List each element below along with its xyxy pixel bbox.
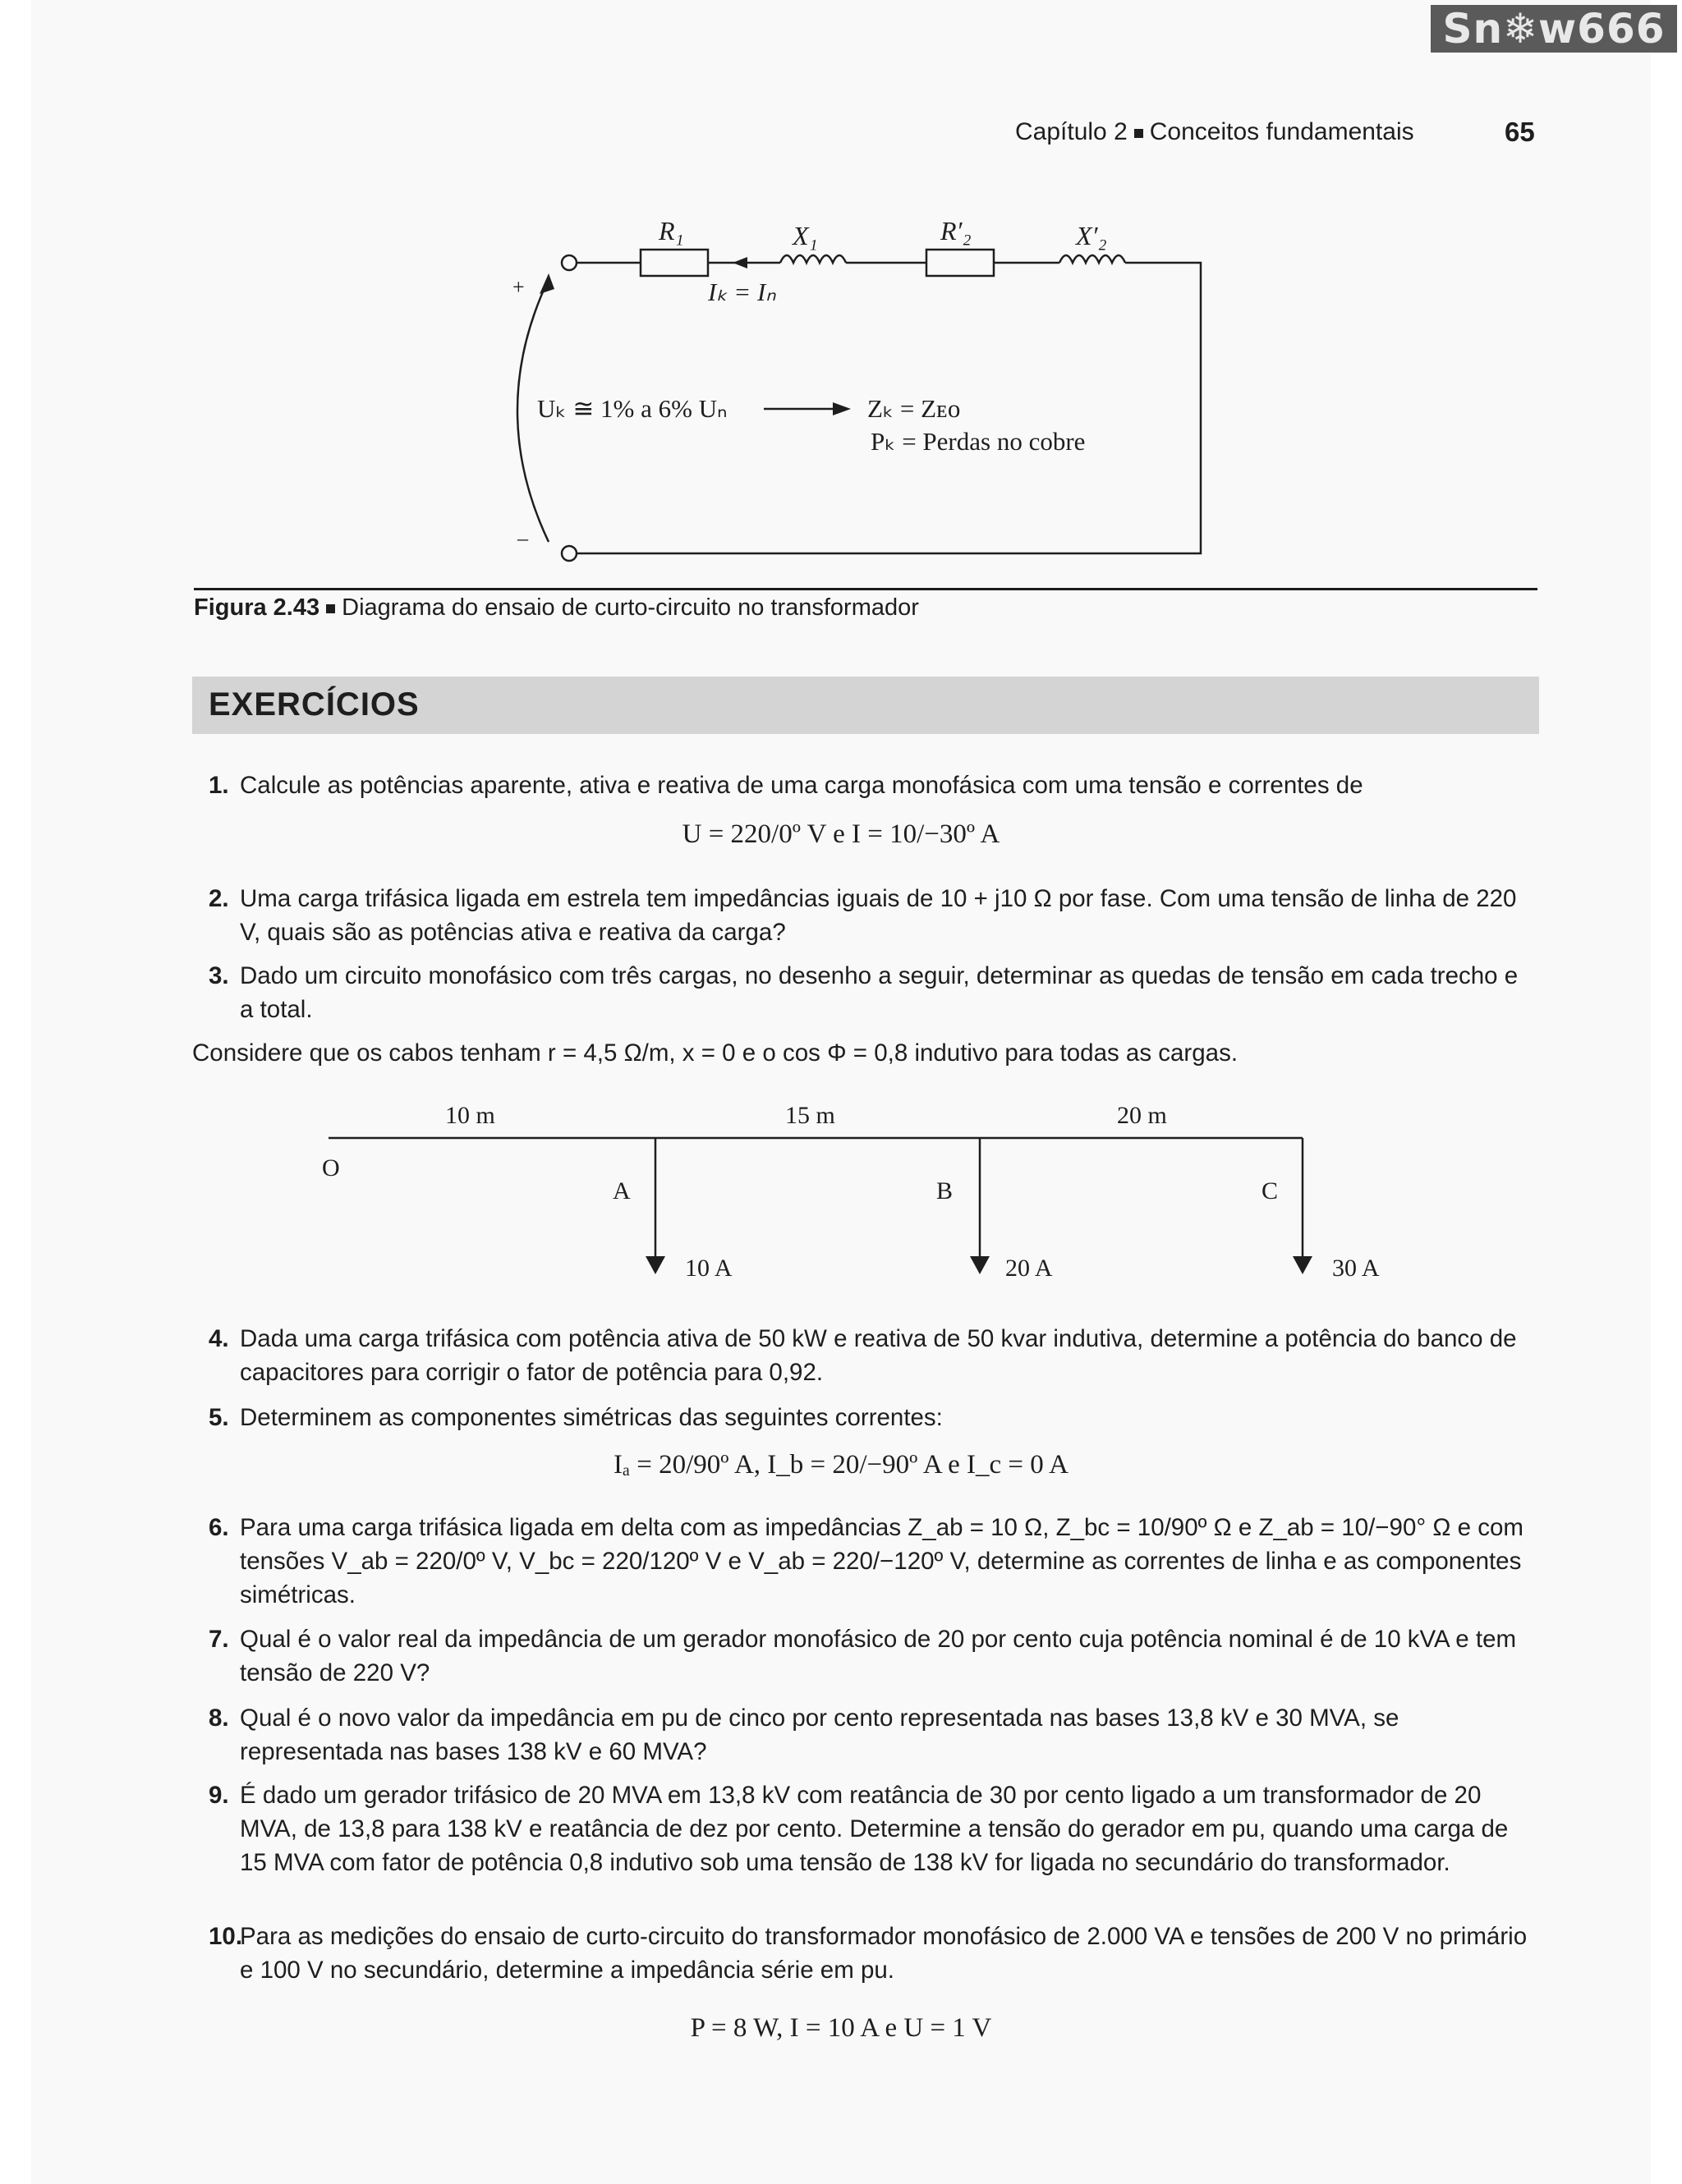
exercise-text: Qual é o valor real da impedância de um gerador monofásico de 20 por cento cuja potência nominal é de 10 kVA e tem tensão de 220 V? — [240, 1626, 1517, 1686]
exercise-3 — [209, 959, 1537, 1026]
load-arrow-c-icon — [1293, 1256, 1312, 1274]
exercise-number: 4. — [209, 1325, 229, 1352]
exercise-5 — [209, 1401, 1537, 1434]
exercise-6 — [209, 1511, 1537, 1612]
equation-q5: Iₐ = 20/90º A, I_b = 20/−90º A e I_c = 0 A — [614, 1450, 1068, 1480]
load-arrow-a-icon — [646, 1256, 665, 1274]
figure-caption-text: Diagrama do ensaio de curto-circuito no transformador — [342, 594, 919, 621]
exercise-number: 1. — [209, 772, 229, 799]
exercise-number: 6. — [209, 1514, 229, 1541]
terminal-bottom — [562, 546, 577, 561]
figure-caption-label: Figura 2.43 — [194, 594, 320, 621]
exercise-number: 7. — [209, 1626, 229, 1653]
voltage-arc-arrowhead-icon — [540, 273, 554, 294]
exercise-text: Qual é o novo valor da impedância em pu de cinco por cento representada nas bases 13,8 kV e 30 MVA, se representada nas bases 138 kV e 60 MVA? — [240, 1705, 1399, 1765]
exercises-title: EXERCÍCIOS — [209, 686, 420, 723]
exercise-text: É dado um gerador trifásico de 20 MVA em 13,8 kV com reatância de 30 por cento ligado a um transformador de 20 MVA, de 13,8 para 138 kV e reatância de dez por cento. Determine a tensão do gerador em pu, quando uma carga de 15 MVA com fator de potência 0,8 indutivo sob uma tensão de 138 kV for ligada no secundário do transformador. — [240, 1782, 1509, 1876]
exercise-number: 2. — [209, 885, 229, 912]
exercise-10 — [209, 1920, 1537, 1987]
label-current: Iₖ = Iₙ — [708, 278, 776, 306]
exercise-4 — [209, 1322, 1537, 1389]
exercise-text: Calcule as potências aparente, ativa e reativa de uma carga monofásica com uma tensão e correntes de — [240, 772, 1363, 799]
exercise-text: Dado um circuito monofásico com três cargas, no desenho a seguir, determinar as quedas de tensão em cada trecho e a total. — [240, 962, 1519, 1023]
segment-length-ab: 15 m — [785, 1102, 835, 1129]
exercise-text: Dada uma carga trifásica com potência ativa de 50 kW e reativa de 50 kvar indutiva, determine a potência do banco de capacitores para corrigir o fator de potência para 0,92. — [240, 1325, 1517, 1386]
inductor-x1 — [780, 255, 846, 263]
exercises-header-band — [192, 677, 1539, 734]
inductor-x2 — [1059, 255, 1125, 263]
segment-length-bc: 20 m — [1117, 1102, 1167, 1129]
exercise-1 — [209, 769, 1537, 802]
load-b: 20 A — [1005, 1255, 1053, 1282]
exercise-2 — [209, 882, 1537, 949]
load-a: 10 A — [685, 1255, 733, 1282]
label-x1: X₁ — [793, 221, 818, 250]
exercise-9 — [209, 1778, 1537, 1879]
exercise-text: Para uma carga trifásica ligada em delta com as impedâncias Z_ab = 10 Ω, Z_bc = 10/90º Ω e Z_ab = 10/−90° Ω e com tensões V_ab = 220/0º V, V_bc = 220/120º V e V_ab = 220/−120º V, determine as correntes de linha e as componentes simétricas. — [240, 1514, 1523, 1608]
section-label: Conceitos fundamentais — [1149, 118, 1414, 145]
exercise-number: 9. — [209, 1782, 229, 1809]
consider-statement: Considere que os cabos tenham r = 4,5 Ω/m, x = 0 e o cos Φ = 0,8 indutivo para todas as cargas. — [192, 1039, 1239, 1067]
watermark-logo: Sn❄w666 — [1431, 5, 1677, 53]
current-arrow-icon — [733, 257, 747, 268]
label-plus: + — [512, 275, 525, 299]
page-number: 65 — [1505, 117, 1535, 147]
label-r2: R′₂ — [940, 216, 972, 245]
exercise-8 — [209, 1701, 1537, 1769]
label-impedance: Zₖ = Zᴇᴏ — [867, 394, 961, 423]
equation-q1: U = 220/0º V e I = 10/−30º A — [682, 819, 1000, 849]
node-o: O — [322, 1154, 340, 1181]
label-r1: R₁ — [659, 216, 684, 245]
feeder-diagram — [0, 1084, 1682, 1297]
figure-caption — [194, 594, 919, 622]
exercise-number: 5. — [209, 1404, 229, 1431]
result-arrow-icon — [833, 402, 851, 415]
segment-length-oa: 10 m — [445, 1102, 495, 1129]
figure-rule — [194, 588, 1537, 590]
chapter-label: Capítulo 2 — [1015, 118, 1128, 145]
exercise-number: 10. — [209, 1923, 243, 1950]
exercise-text: Uma carga trifásica ligada em estrela tem impedâncias iguais de 10 + j10 Ω por fase. Com uma tensão de linha de 220 V, quais são as potências ativa e reativa da carga? — [240, 885, 1517, 946]
node-a: A — [613, 1177, 631, 1204]
short-circuit-diagram — [0, 0, 1682, 591]
terminal-top — [562, 255, 577, 270]
resistor-r2 — [926, 250, 994, 276]
exercise-number: 3. — [209, 962, 229, 989]
label-minus: – — [517, 526, 528, 550]
square-bullet-icon — [326, 604, 335, 613]
load-arrow-b-icon — [970, 1256, 990, 1274]
label-losses: Pₖ = Perdas no cobre — [871, 427, 1086, 456]
exercise-text: Determinem as componentes simétricas das seguintes correntes: — [240, 1404, 943, 1431]
equation-q10: P = 8 W, I = 10 A e U = 1 V — [690, 2013, 992, 2043]
resistor-r1 — [641, 250, 708, 276]
label-x2: X′₂ — [1076, 221, 1107, 250]
exercise-7 — [209, 1622, 1537, 1690]
exercise-number: 8. — [209, 1705, 229, 1732]
node-b: B — [936, 1177, 954, 1204]
node-c: C — [1262, 1177, 1279, 1204]
label-voltage: Uₖ ≅ 1% a 6% Uₙ — [537, 394, 728, 423]
exercise-text: Para as medições do ensaio de curto-circuito do transformador monofásico de 2.000 VA e tensões de 200 V no primário e 100 V no secundário, determine a impedância série em pu. — [240, 1923, 1528, 1984]
load-c: 30 A — [1332, 1255, 1380, 1282]
